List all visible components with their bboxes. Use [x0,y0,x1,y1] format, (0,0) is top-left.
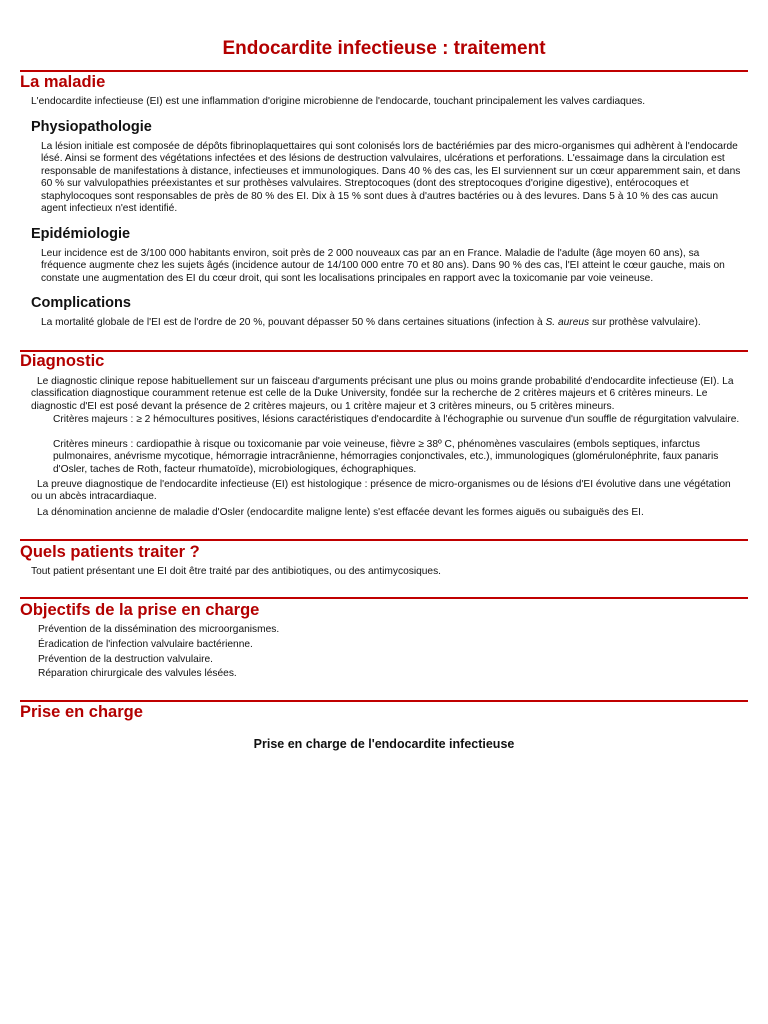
diagnostic-preuve: La preuve diagnostique de l'endocardite infectieuse (EI) est histologique : présence de micro-organismes ou de lésions d'EI évolutive dans une végétation ou un abcès intracardiaque. [31,479,731,503]
section-divider [20,597,748,599]
section-heading-prise-en-charge: Prise en charge [20,703,143,721]
objectif-item: Prévention de la destruction valvulaire. [38,654,213,665]
complications-text-part: sur prothèse valvulaire). [589,317,701,328]
section-heading-maladie: La maladie [20,73,106,91]
objectif-item: Prévention de la dissémination des microorganismes. [38,624,280,635]
complications-text [41,317,746,329]
section-heading-patients: Quels patients traiter ? [20,543,200,561]
subheading-physiopathologie: Physiopathologie [31,119,152,135]
page-title: Endocardite infectieuse : traitement [222,38,546,59]
objectif-item: Réparation chirurgicale des valvules lésées. [38,668,237,679]
section-divider [20,70,748,72]
section-divider [20,539,748,541]
physiopathologie-text: La lésion initiale est composée de dépôts fibrinoplaquettaires qui sont colonisés lors de bactériémies par des micro-organismes qui adhèrent à l'endocarde lésé. Ainsi se forment des végétations infectées et des lésions de destruction valvulaires, ulcérations et perforations. L'essaimage dans la circulation est responsable de manifestations à distance, infectieuses et immunologiques. Dans 40 % des cas, les EI surviennent sur un cœur apparemment sain, et dans 60 % sur valvulopathies préexistantes et sur prothèses valvulaires. Streptocoques (dont des streptocoques d'origine digestive), entérocoques et staphylocoques sont responsables de près de 80 % des EI. Dix à 15 % sont dues à d'autres bactéries ou à des levures. Dans 5 à 10 % des cas aucun agent infectieux n'est identifié. [41,141,741,215]
maladie-intro: L'endocardite infectieuse (EI) est une inflammation d'origine microbienne de l'endocarde, touchant principalement les valves cardiaques. [31,96,646,107]
diagnostic-criteres-majeurs: Critères majeurs : ≥ 2 hémocultures positives, lésions caractéristiques d'endocardite à l'échographie ou survenue d'un souffle de régurgitation valvulaire. [53,414,740,425]
diagnostic-criteres-mineurs: Critères mineurs : cardiopathie à risque ou toxicomanie par voie veineuse, fièvre ≥ 38º C, phénomènes vasculaires (embols septiques, infarctus pulmonaires, anévrisme mycotique, hémorragie intracrânienne, hémorragies conjonctivales, etc.), immunologiques (glomérulonéphrite, faux panaris d'Osler, taches de Roth, facteur rhumatoïde), microbiologiques, échographiques. [53,439,719,475]
complications-text-part: La mortalité globale de l'EI est de l'ordre de 20 %, pouvant dépasser 50 % dans certaines situations (infection à [41,317,546,328]
subheading-epidemiologie: Epidémiologie [31,226,131,242]
diagnostic-denomination: La dénomination ancienne de maladie d'Osler (endocardite maligne lente) s'est effacée devant les formes aiguës ou subaiguës des EI. [37,507,644,518]
epidemiologie-text: Leur incidence est de 3/100 000 habitants environ, soit près de 2 000 nouveaux cas par an en France. Maladie de l'adulte (âge moyen 60 ans), sa fréquence augmente chez les sujets âgés (incidence autour de 14/100 000 entre 70 et 80 ans). Dans 90 % des cas, l'EI atteint le cœur gauche, mais on constate une augmentation des EI du cœur droit, qui sont les localisations principales en rapport avec la toxicomanie par voie veineuse. [41,248,725,284]
figure-caption: Prise en charge de l'endocardite infectieuse [253,737,515,751]
patients-text: Tout patient présentant une EI doit être traité par des antibiotiques, ou des antimycosiques. [31,566,442,577]
section-heading-objectifs: Objectifs de la prise en charge [20,601,260,619]
objectif-item: Éradication de l'infection valvulaire bactérienne. [38,639,253,650]
complications-organism: S. aureus [545,317,590,328]
diagnostic-paragraph: Le diagnostic clinique repose habituellement sur un faisceau d'arguments précisant une plus ou moins grande probabilité d'endocardite infectieuse (EI). La classification diagnostique couramment retenue est celle de la Duke University, fondée sur la recherche de 2 critères majeurs et 6 critères mineurs. Le diagnostic d'EI est posé devant la présence de 2 critères majeurs, ou 1 critère majeur et 3 critères mineurs, ou 5 critères mineurs. [31,376,734,412]
section-heading-diagnostic: Diagnostic [20,352,105,370]
subheading-complications: Complications [31,295,131,311]
